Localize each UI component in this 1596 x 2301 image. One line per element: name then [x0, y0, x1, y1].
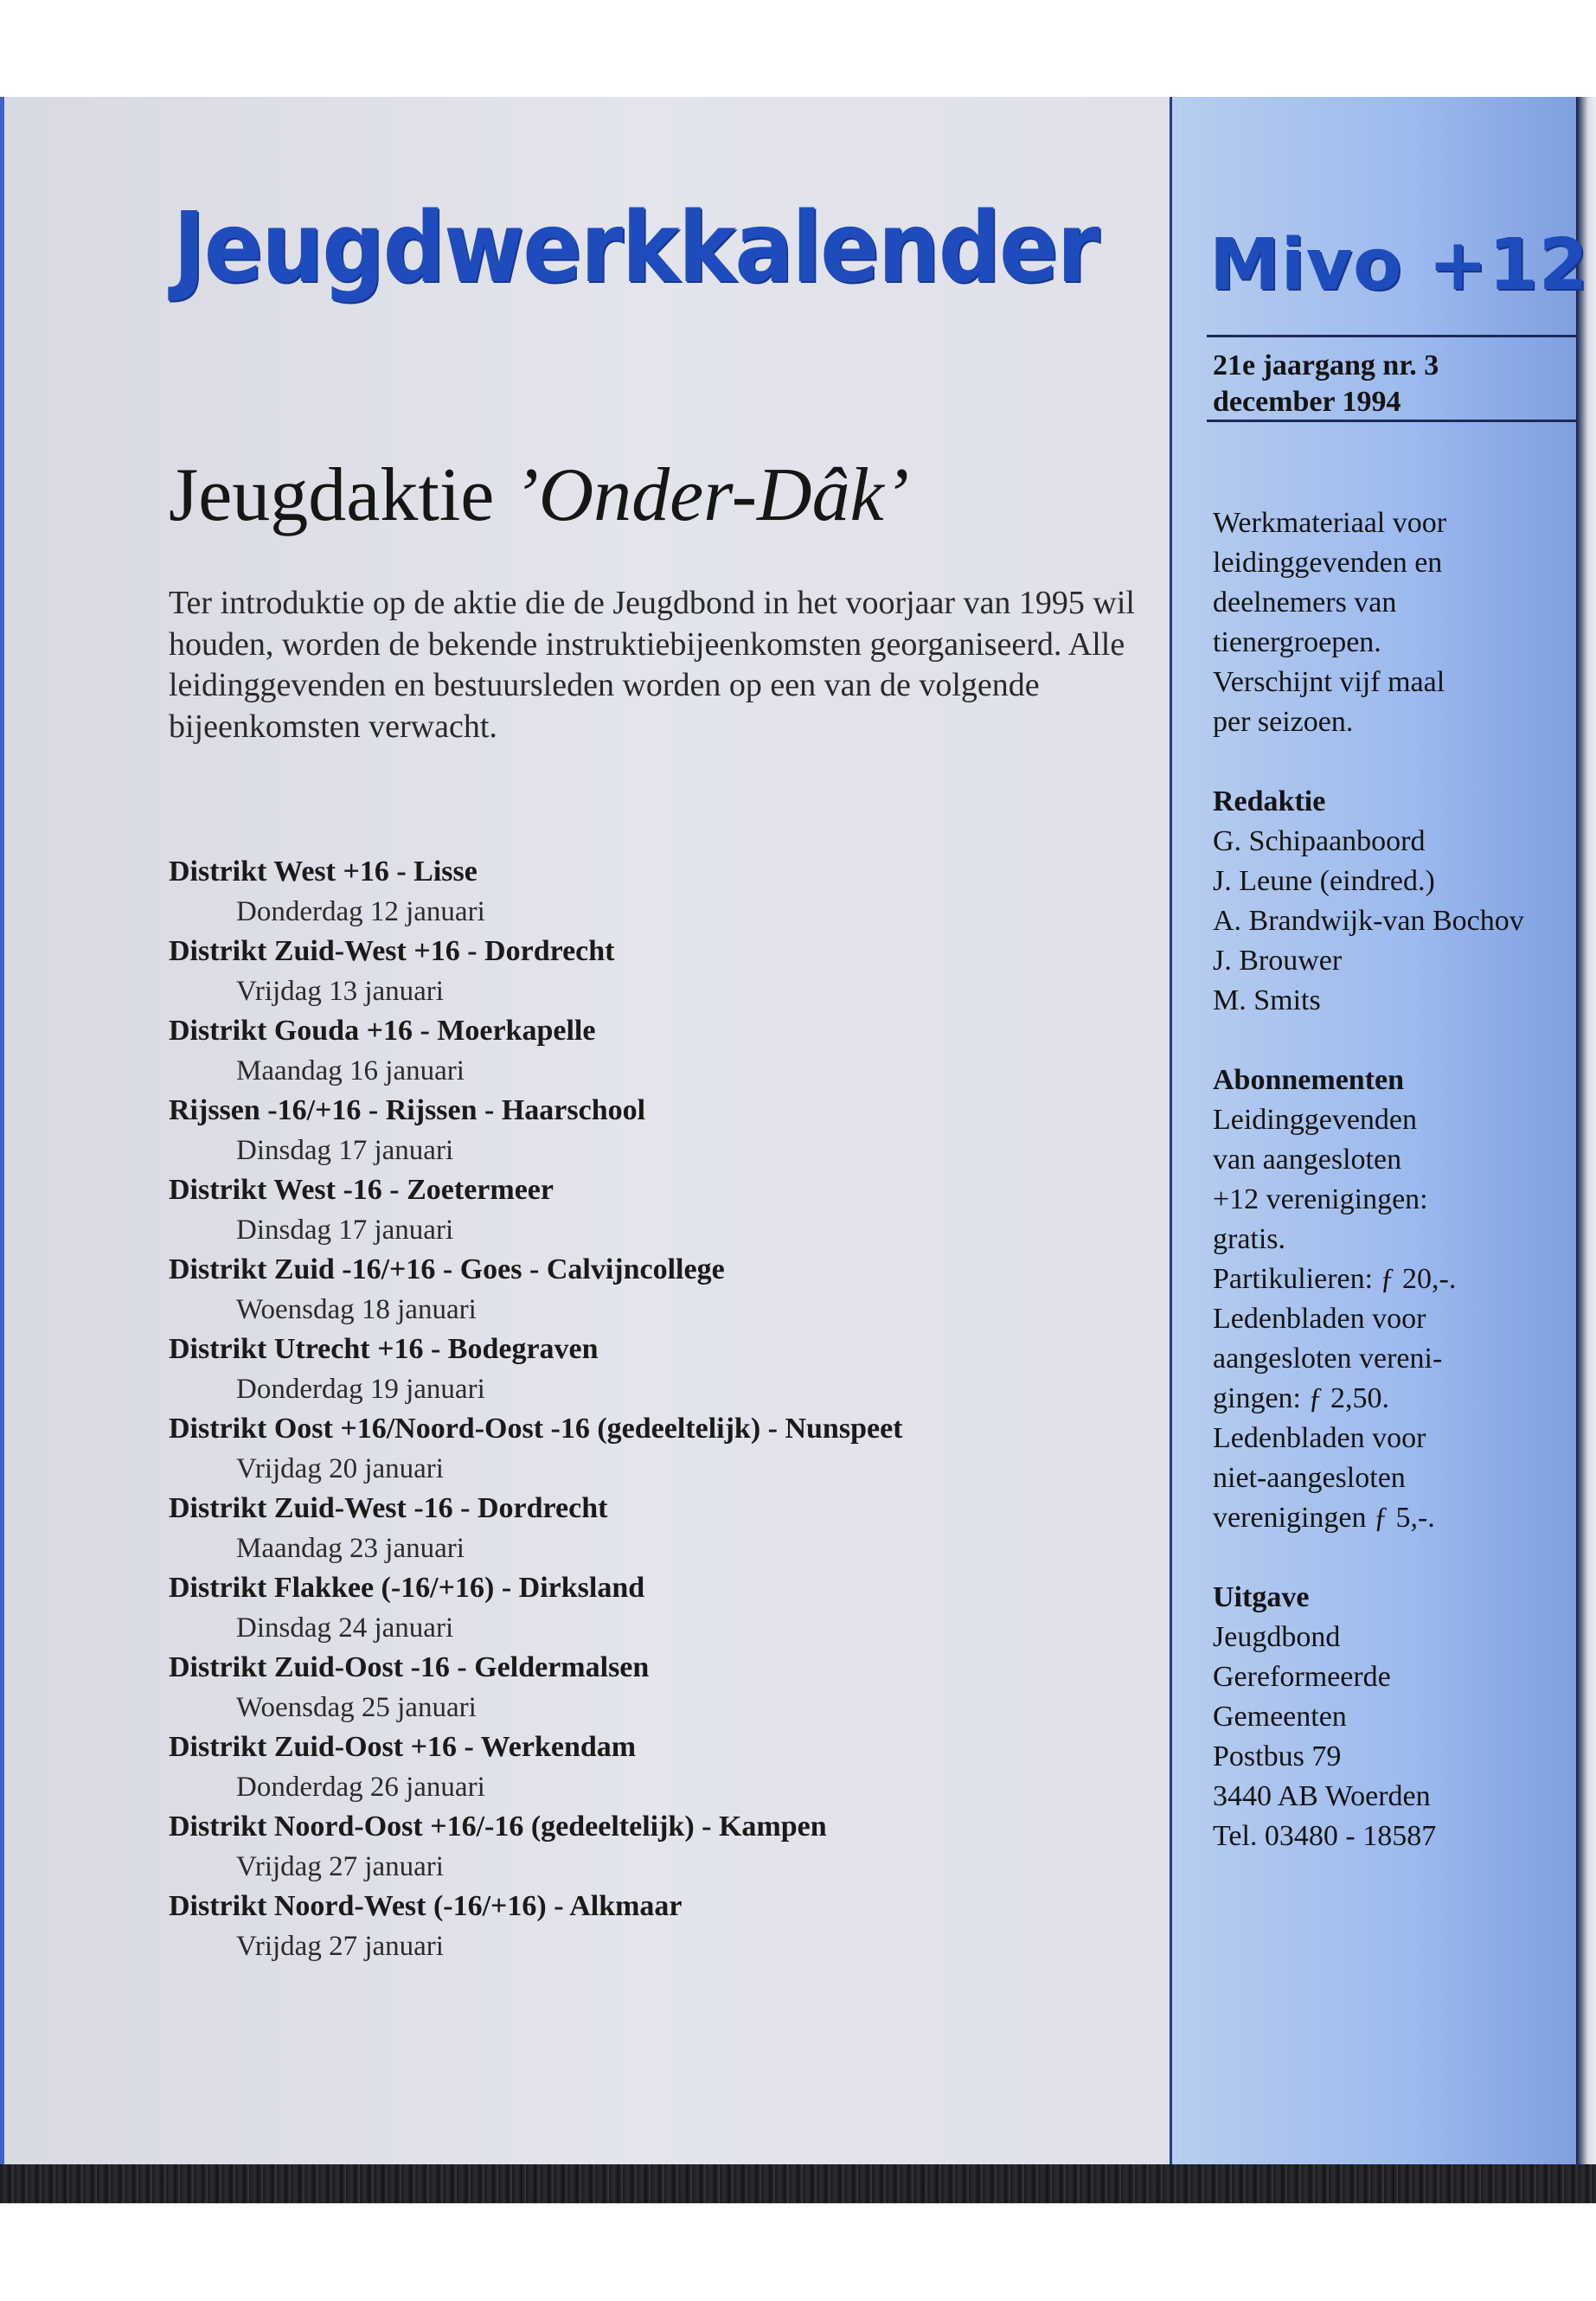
abonnementen-line: +12 verenigingen:: [1213, 1183, 1428, 1215]
event-name: Distrikt West -16 - Zoetermeer: [169, 1174, 554, 1206]
event-date: Vrijdag 13 januari: [236, 976, 444, 1007]
abonnementen-line: van aangesloten: [1213, 1144, 1402, 1176]
schedule-item: [169, 1250, 1163, 1330]
abonnementen-line: Ledenbladen voor: [1213, 1303, 1426, 1335]
article-title-prefix: Jeugdaktie: [169, 453, 514, 537]
description-line: tienergroepen.: [1213, 626, 1381, 658]
event-date: Woensdag 25 januari: [236, 1692, 477, 1723]
uitgave-line: Gereformeerde: [1213, 1661, 1391, 1693]
uitgave-line: Postbus 79: [1213, 1740, 1342, 1772]
schedule-item: [169, 1011, 1163, 1091]
schedule-item: [169, 1091, 1163, 1170]
redaktie-member: A. Brandwijk-van Bochov: [1213, 905, 1524, 937]
schedule-item: [169, 1568, 1163, 1648]
schedule-item: [169, 852, 1163, 932]
redaktie-member: J. Brouwer: [1213, 945, 1343, 977]
schedule-item: [169, 1807, 1163, 1887]
schedule-item: [169, 1727, 1163, 1807]
event-name: Distrikt Zuid -16/+16 - Goes - Calvijncollege: [169, 1253, 725, 1285]
article-title: [169, 452, 909, 539]
redaktie-member: J. Leune (eindred.): [1213, 865, 1435, 897]
uitgave-line: 3440 AB Woerden: [1213, 1780, 1431, 1812]
uitgave-line: Jeugdbond: [1213, 1621, 1341, 1653]
abonnementen-line: verenigingen ƒ 5,-.: [1213, 1502, 1435, 1534]
redaktie-member: M. Smits: [1213, 984, 1321, 1016]
bottom-band: [0, 2164, 1596, 2203]
event-name: Distrikt Noord-Oost +16/-16 (gedeeltelijk) - Kampen: [169, 1811, 827, 1843]
description-line: leidinggevenden en: [1213, 547, 1443, 579]
abonnementen-line: aangesloten vereni-: [1213, 1343, 1443, 1375]
uitgave-line: Gemeenten: [1213, 1701, 1347, 1733]
event-date: Dinsdag 17 januari: [236, 1135, 454, 1166]
schedule-item: [169, 1330, 1163, 1409]
sidebar-uitgave: [1213, 1578, 1576, 1856]
event-date: Vrijdag 20 januari: [236, 1453, 444, 1484]
description-line: deelnemers van: [1213, 586, 1397, 619]
description-line: Verschijnt vijf maal: [1213, 666, 1445, 698]
schedule-list: [169, 852, 1163, 1966]
article-intro: Ter introduktie op de aktie die de Jeugdbond in het voorjaar van 1995 wil houden, worden de bekende instruktiebijeenkomsten georganiseerd. Alle leidinggevenden en bestuursleden worden op een van de volgende bijeenkomsten verwacht.: [169, 585, 1135, 745]
schedule-item: [169, 1409, 1163, 1489]
event-name: Distrikt West +16 - Lisse: [169, 856, 478, 888]
schedule-item: [169, 932, 1163, 1011]
event-name: Distrikt Utrecht +16 - Bodegraven: [169, 1333, 599, 1365]
sidebar-rule-bottom: [1207, 420, 1576, 422]
abonnementen-line: Partikulieren: ƒ 20,-.: [1213, 1263, 1457, 1295]
event-name: Distrikt Zuid-Oost +16 - Werkendam: [169, 1731, 637, 1763]
magazine-page: [0, 97, 1596, 2203]
event-date: Vrijdag 27 januari: [236, 1851, 444, 1882]
event-name: Distrikt Oost +16/Noord-Oost -16 (gedeeltelijk) - Nunspeet: [169, 1413, 903, 1445]
event-name: Distrikt Noord-West (-16/+16) - Alkmaar: [169, 1890, 683, 1922]
main-title: Jeugdwerkkalender: [173, 192, 1099, 304]
schedule-item: [169, 1170, 1163, 1250]
mivo-title: Mivo +12: [1209, 224, 1589, 306]
event-date: Maandag 23 januari: [236, 1533, 465, 1564]
sidebar-abonnementen: [1213, 1061, 1576, 1538]
event-date: Donderdag 26 januari: [236, 1772, 485, 1803]
abonnementen-line: Leidinggevenden: [1213, 1104, 1418, 1136]
abonnementen-line: gratis.: [1213, 1223, 1286, 1255]
abonnementen-line: Ledenbladen voor: [1213, 1422, 1426, 1454]
sidebar-rule-top: [1207, 335, 1576, 337]
schedule-item: [169, 1489, 1163, 1568]
event-date: Donderdag 12 januari: [236, 896, 485, 927]
issue-number: 21e jaargang nr. 3: [1213, 349, 1439, 381]
description-line: per seizoen.: [1213, 706, 1354, 738]
description-line: Werkmateriaal voor: [1213, 507, 1447, 539]
uitgave-heading: Uitgave: [1213, 1581, 1310, 1613]
article-title-italic: ’Onder-Dâk’: [513, 453, 909, 537]
event-name: Rijssen -16/+16 - Rijssen - Haarschool: [169, 1094, 646, 1126]
abonnementen-heading: Abonnementen: [1213, 1064, 1405, 1096]
uitgave-line: Tel. 03480 - 18587: [1213, 1820, 1437, 1852]
abonnementen-line: gingen: ƒ 2,50.: [1213, 1382, 1389, 1414]
event-date: Maandag 16 januari: [236, 1055, 465, 1086]
schedule-item: [169, 1648, 1163, 1727]
event-name: Distrikt Zuid-Oost -16 - Geldermalsen: [169, 1651, 650, 1683]
event-name: Distrikt Flakkee (-16/+16) - Dirksland: [169, 1572, 645, 1604]
event-date: Dinsdag 17 januari: [236, 1215, 454, 1246]
event-name: Distrikt Zuid-West -16 - Dordrecht: [169, 1492, 608, 1524]
sidebar-redaktie: [1213, 782, 1576, 1021]
event-date: Donderdag 19 januari: [236, 1374, 485, 1405]
redaktie-member: G. Schipaanboord: [1213, 825, 1426, 857]
page-edge-right: [1576, 97, 1596, 2203]
event-date: Dinsdag 24 januari: [236, 1612, 454, 1644]
event-date: Vrijdag 27 januari: [236, 1931, 444, 1962]
sidebar-text: [1213, 503, 1576, 1896]
abonnementen-line: niet-aangesloten: [1213, 1462, 1406, 1494]
event-name: Distrikt Zuid-West +16 - Dordrecht: [169, 935, 615, 967]
redaktie-heading: Redaktie: [1213, 785, 1326, 817]
sidebar-description: [1213, 503, 1576, 742]
schedule-item: [169, 1887, 1163, 1966]
issue-date: december 1994: [1213, 386, 1401, 418]
issue-info: [1213, 348, 1576, 420]
page-edge-left: [0, 97, 4, 2203]
event-name: Distrikt Gouda +16 - Moerkapelle: [169, 1015, 596, 1047]
event-date: Woensdag 18 januari: [236, 1294, 477, 1325]
